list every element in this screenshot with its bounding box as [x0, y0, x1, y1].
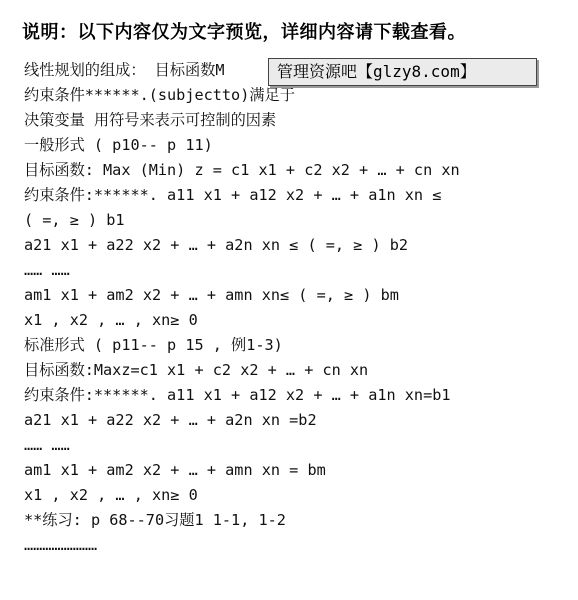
text-line-ellipsis: …… …… — [24, 261, 70, 279]
text-line-ellipsis: …… …… — [24, 436, 70, 454]
text-line-exercise: **练习: p 68--70习题1 1-1, 1-2 — [24, 511, 286, 529]
text-line-standard-objective: 目标函数:Maxz=c1 x1 + c2 x2 + … + cn xn — [24, 361, 369, 379]
text-line-general-constraint-2: a21 x1 + a22 x2 + … + a2n xn ≤ ( =, ≥ ) b2 — [24, 236, 409, 254]
text-line-general-constraint-m: am1 x1 + am2 x2 + … + amn xn≤ ( =, ≥ ) bm — [24, 286, 399, 304]
text-line-general-constraint-1: 约束条件:******. a11 x1 + a12 x2 + … + a1n xn ≤ — [24, 186, 442, 204]
text-line-standard-constraint-1: 约束条件:******. a11 x1 + a12 x2 + … + a1n xn=b1 — [24, 386, 451, 404]
text-line-decision-variables: 决策变量 用符号来表示可控制的因素 — [24, 111, 277, 129]
text-line-standard-form-heading: 标准形式 ( p11-- p 15 , 例1-3) — [24, 336, 283, 354]
watermark-banner: 管理资源吧【glzy8.com】 — [268, 58, 537, 86]
preview-notice: 说明：以下内容仅为文字预览，详细内容请下载查看。 — [22, 22, 466, 43]
text-line-constraints-intro: 约束条件******.(subjectto)满足于 — [24, 86, 295, 104]
text-line-nonnegativity: x1 , x2 , … , xn≥ 0 — [24, 311, 198, 329]
text-line-general-objective: 目标函数: Max (Min) z = c1 x1 + c2 x2 + … + cn xn — [24, 161, 460, 179]
text-line-standard-constraint-m: am1 x1 + am2 x2 + … + amn xn = bm — [24, 461, 326, 479]
text-line-nonnegativity: x1 , x2 , … , xn≥ 0 — [24, 486, 198, 504]
text-line-general-constraint-1-rhs: ( =, ≥ ) b1 — [24, 211, 125, 229]
text-line-standard-constraint-2: a21 x1 + a22 x2 + … + a2n xn =b2 — [24, 411, 317, 429]
document-body — [24, 58, 572, 558]
text-line-trailing-dots: …………………… — [24, 536, 98, 554]
text-line-general-form-heading: 一般形式 ( p10-- p 11) — [24, 136, 213, 154]
text-line-composition: 线性规划的组成： 目标函数M — [24, 61, 225, 79]
